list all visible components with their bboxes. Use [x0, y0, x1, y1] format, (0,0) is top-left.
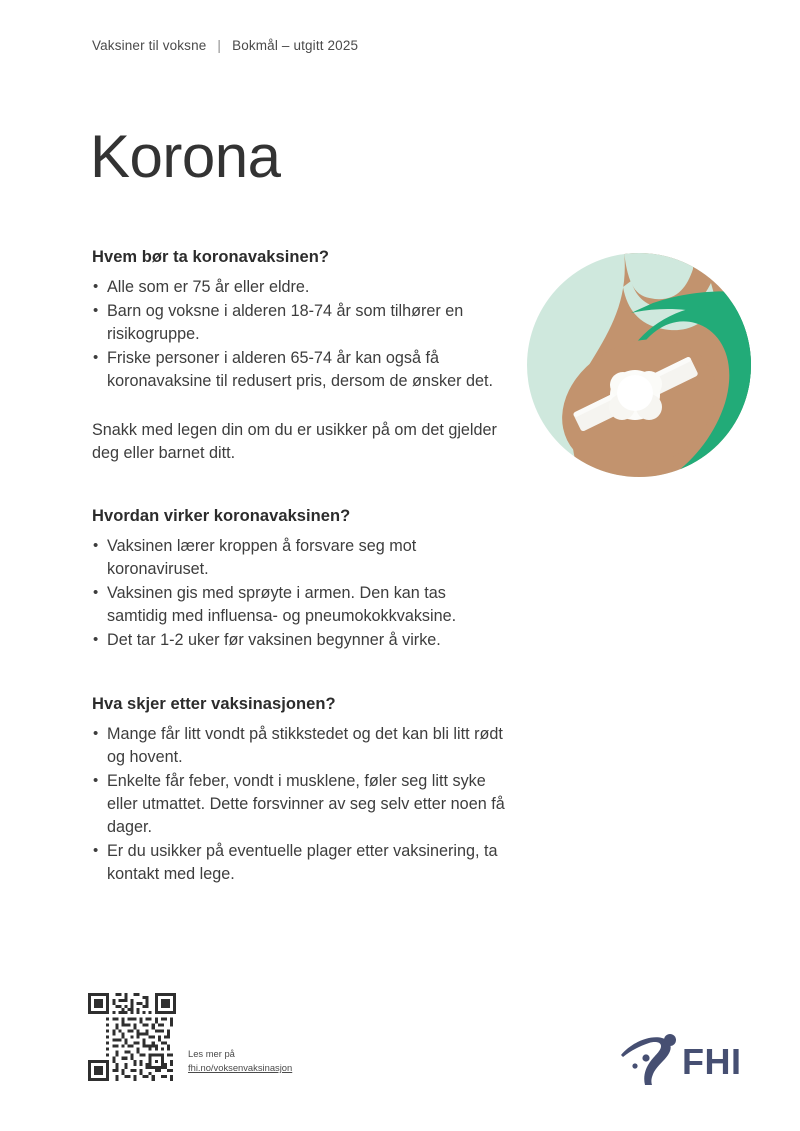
list-item: • Mange får litt vondt på stikkstedet og det kan bli litt rødt og hovent.: [92, 723, 510, 769]
list-item: • Friske personer i alderen 65-74 år kan også få koronavaksine til redusert pris, dersom de ønsker det.: [92, 347, 510, 393]
list-item: • Barn og voksne i alderen 18-74 år som tilhører en risikogruppe.: [92, 300, 510, 346]
section-after-vaccination: [92, 695, 510, 886]
qr-caption: [188, 1047, 292, 1081]
fhi-logo-text: FHI: [682, 1041, 742, 1082]
footer-read-more: [88, 993, 292, 1081]
list-item: • Det tar 1-2 uker før vaksinen begynner å virke.: [92, 629, 510, 652]
section-bullet-list: [92, 276, 510, 393]
poster-content: [92, 248, 510, 887]
qr-code-icon[interactable]: [88, 993, 176, 1081]
header-edition-label: Bokmål – utgitt 2025: [232, 38, 359, 53]
section-heading: Hvordan virker koronavaksinen?: [92, 507, 351, 525]
header-separator: |: [217, 38, 222, 53]
page-title: Korona: [90, 123, 281, 190]
section-bullet-list: [92, 535, 510, 652]
read-more-label: Les mer på: [188, 1047, 235, 1059]
poster-header: [92, 38, 358, 53]
list-item: • Vaksinen gis med sprøyte i armen. Den kan tas samtidig med influensa- og pneumokokkvaksine.: [92, 582, 510, 628]
fhi-url-link[interactable]: fhi.no/voksenvaksinasjon: [188, 1061, 293, 1073]
section-paragraph: Snakk med legen din om du er usikker på om det gjelder deg eller barnet ditt.: [92, 421, 497, 462]
vaccinated-arm-illustration: [527, 253, 751, 477]
section-how-vaccine-works: [92, 507, 510, 652]
section-heading: Hva skjer etter vaksinasjonen?: [92, 695, 336, 713]
list-item: • Er du usikker på eventuelle plager etter vaksinering, ta kontakt med lege.: [92, 840, 510, 886]
section-who-should-vaccinate: [92, 248, 510, 465]
fhi-logo-mark: [621, 1034, 676, 1085]
cotton-pad: [609, 370, 662, 420]
section-heading: Hvem bør ta koronavaksinen?: [92, 248, 330, 266]
list-item: • Alle som er 75 år eller eldre.: [92, 276, 510, 299]
section-bullet-list: [92, 723, 510, 886]
list-item: • Enkelte får feber, vondt i musklene, føler seg litt syke eller utmattet. Dette forsvinner av seg selv etter noen få dager.: [92, 770, 510, 839]
header-series-label: Vaksiner til voksne: [92, 38, 207, 53]
list-item: • Vaksinen lærer kroppen å forsvare seg mot koronaviruset.: [92, 535, 510, 581]
fhi-logo: [618, 1030, 746, 1088]
